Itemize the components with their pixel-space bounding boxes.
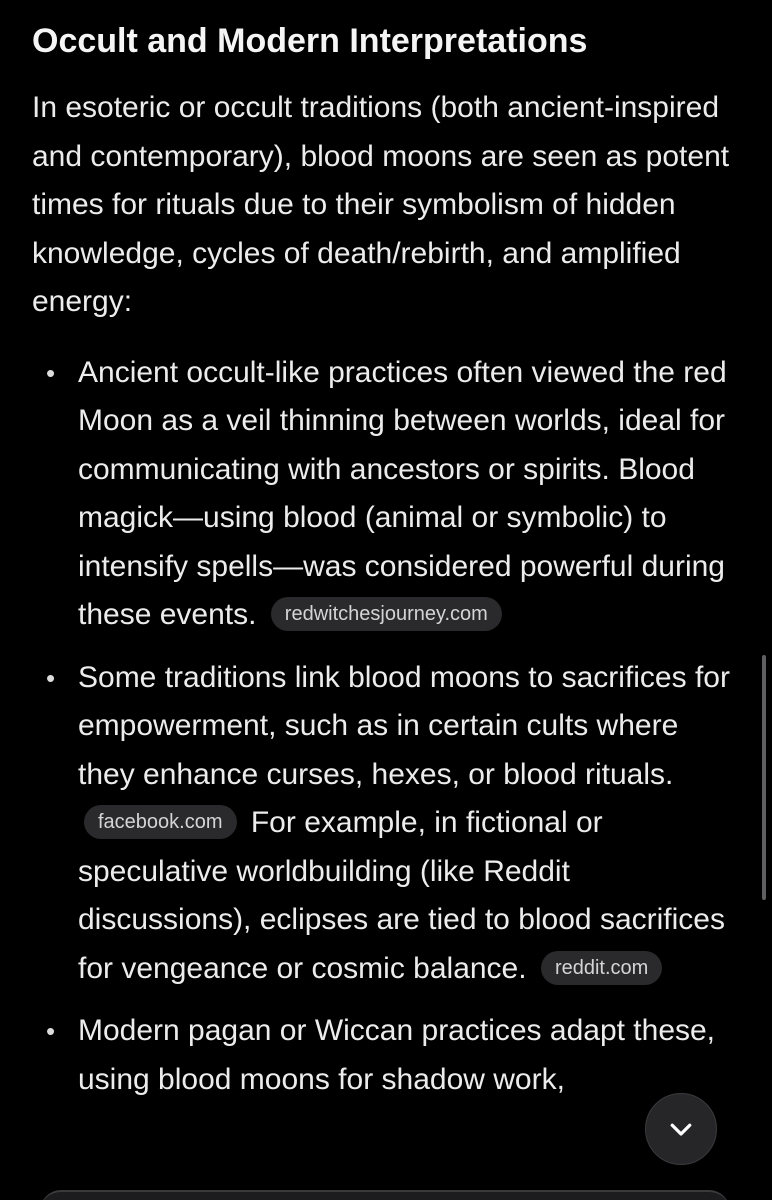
chevron-down-icon — [666, 1114, 696, 1144]
intro-paragraph: In esoteric or occult traditions (both ancient-inspired and contemporary), blood moons are seen as potent times for rituals due to their symbolism of hidden knowledge, cycles of death/rebirth, and amplified energy: — [32, 91, 730, 318]
bullet-dot: • — [46, 357, 56, 388]
list-item — [32, 654, 742, 994]
bullet-list — [32, 349, 742, 1105]
source-chip-facebook[interactable]: facebook.com — [84, 805, 237, 839]
bullet-dot: • — [46, 1016, 56, 1046]
list-item — [32, 349, 742, 640]
scrollbar-thumb[interactable] — [762, 655, 766, 900]
bullet-dot: • — [46, 662, 56, 693]
bullet-text: Some traditions link blood moons to sacrifices for empowerment, such as in certain cults where they enhance curses, hexes, or blood rituals. — [78, 660, 730, 791]
composer-bar[interactable] — [40, 1190, 730, 1200]
source-chip-reddit[interactable]: reddit.com — [541, 951, 662, 985]
scroll-down-button[interactable] — [645, 1093, 717, 1165]
bullet-text-continued: For example, in fictional or speculative worldbuilding (like Reddit discussions), eclipses are tied to blood sacrifices for vengeance or cosmic balance. — [78, 806, 725, 985]
bullet-text: Ancient occult-like practices often viewed the red Moon as a veil thinning between worlds, ideal for communicating with ancestors or spirits. Blood magick—using blood (animal or symbolic) to intensify spells—was considered powerful during these events. — [78, 355, 727, 631]
bullet-text: Modern pagan or Wiccan practices adapt these, using blood moons for shadow work, — [78, 1014, 716, 1096]
section-heading: Occult and Modern Interpretations — [32, 22, 588, 60]
source-chip-redwitchesjourney[interactable]: redwitchesjourney.com — [271, 597, 502, 631]
list-item — [32, 1007, 742, 1104]
message-content — [32, 18, 742, 1118]
